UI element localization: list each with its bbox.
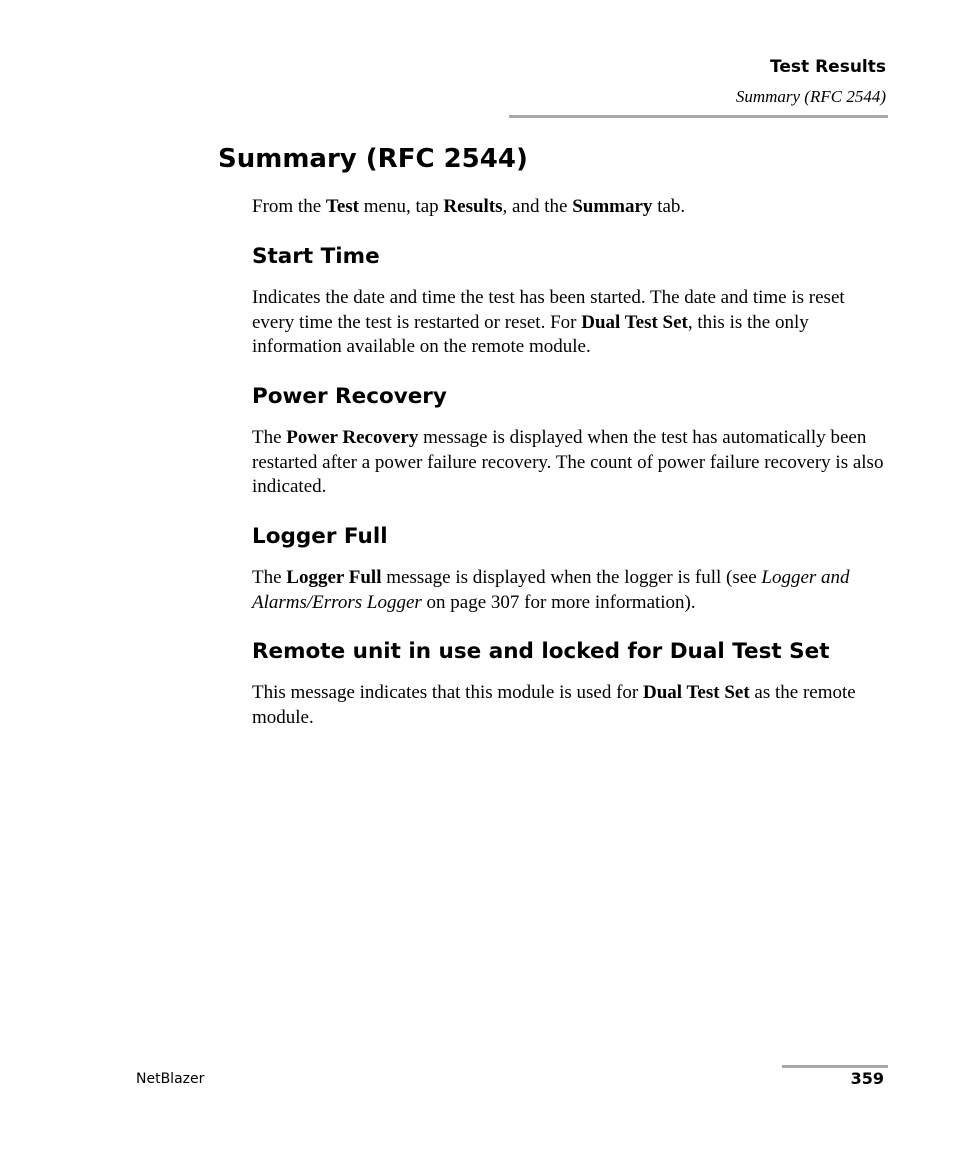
body-text: The	[252, 427, 287, 448]
test-menu-term: Test	[325, 196, 359, 217]
body-text: This message indicates that this module is used for	[252, 682, 644, 703]
section-heading-power-recovery: Power Recovery	[252, 384, 447, 409]
logger-full-term: Logger Full	[286, 567, 382, 588]
body-text: The	[252, 567, 287, 588]
body-text: message is displayed when the logger is full (see	[381, 567, 762, 588]
cross-reference-link[interactable]: Logger and Alarms/Errors Logger	[252, 567, 850, 613]
footer-product-name: NetBlazer	[136, 1071, 205, 1087]
intro-text: menu, tap	[358, 196, 444, 217]
running-header-title: Test Results	[770, 57, 886, 77]
section-body-remote-unit	[252, 681, 888, 730]
results-term: Results	[443, 196, 503, 217]
dual-test-set-term: Dual Test Set	[581, 311, 688, 333]
body-text: message is displayed when the test has automatically been restarted after a power failure recovery. The count of power failure recovery is also indicated.	[252, 427, 884, 497]
section-heading-remote-unit: Remote unit in use and locked for Dual Test Set	[252, 639, 830, 664]
running-header-subtitle: Summary (RFC 2544)	[735, 87, 886, 106]
footer-rule	[782, 1065, 888, 1068]
section-heading-logger-full: Logger Full	[252, 524, 388, 549]
page-title: Summary (RFC 2544)	[218, 144, 528, 174]
dual-test-set-term: Dual Test Set	[643, 682, 750, 703]
section-body-power-recovery	[252, 426, 888, 500]
body-text: Indicates the date and time the test has been started. The date and time is reset every time the test is restarted or reset. For	[252, 287, 845, 333]
body-text: , this is the only information available on the remote module.	[252, 311, 809, 357]
header-rule	[509, 115, 888, 118]
section-body-start-time	[252, 286, 888, 360]
intro-text: tab.	[652, 196, 686, 217]
summary-tab-term: Summary	[572, 196, 653, 217]
section-heading-start-time: Start Time	[252, 244, 380, 269]
intro-text: From the	[252, 196, 326, 217]
body-text: as the remote module.	[252, 682, 856, 728]
intro-paragraph	[252, 195, 888, 220]
page-number: 359	[850, 1069, 884, 1088]
body-text: on page 307 for more information).	[421, 591, 696, 613]
section-body-logger-full	[252, 566, 888, 615]
power-recovery-term: Power Recovery	[286, 427, 419, 448]
intro-text: , and the	[502, 196, 573, 217]
